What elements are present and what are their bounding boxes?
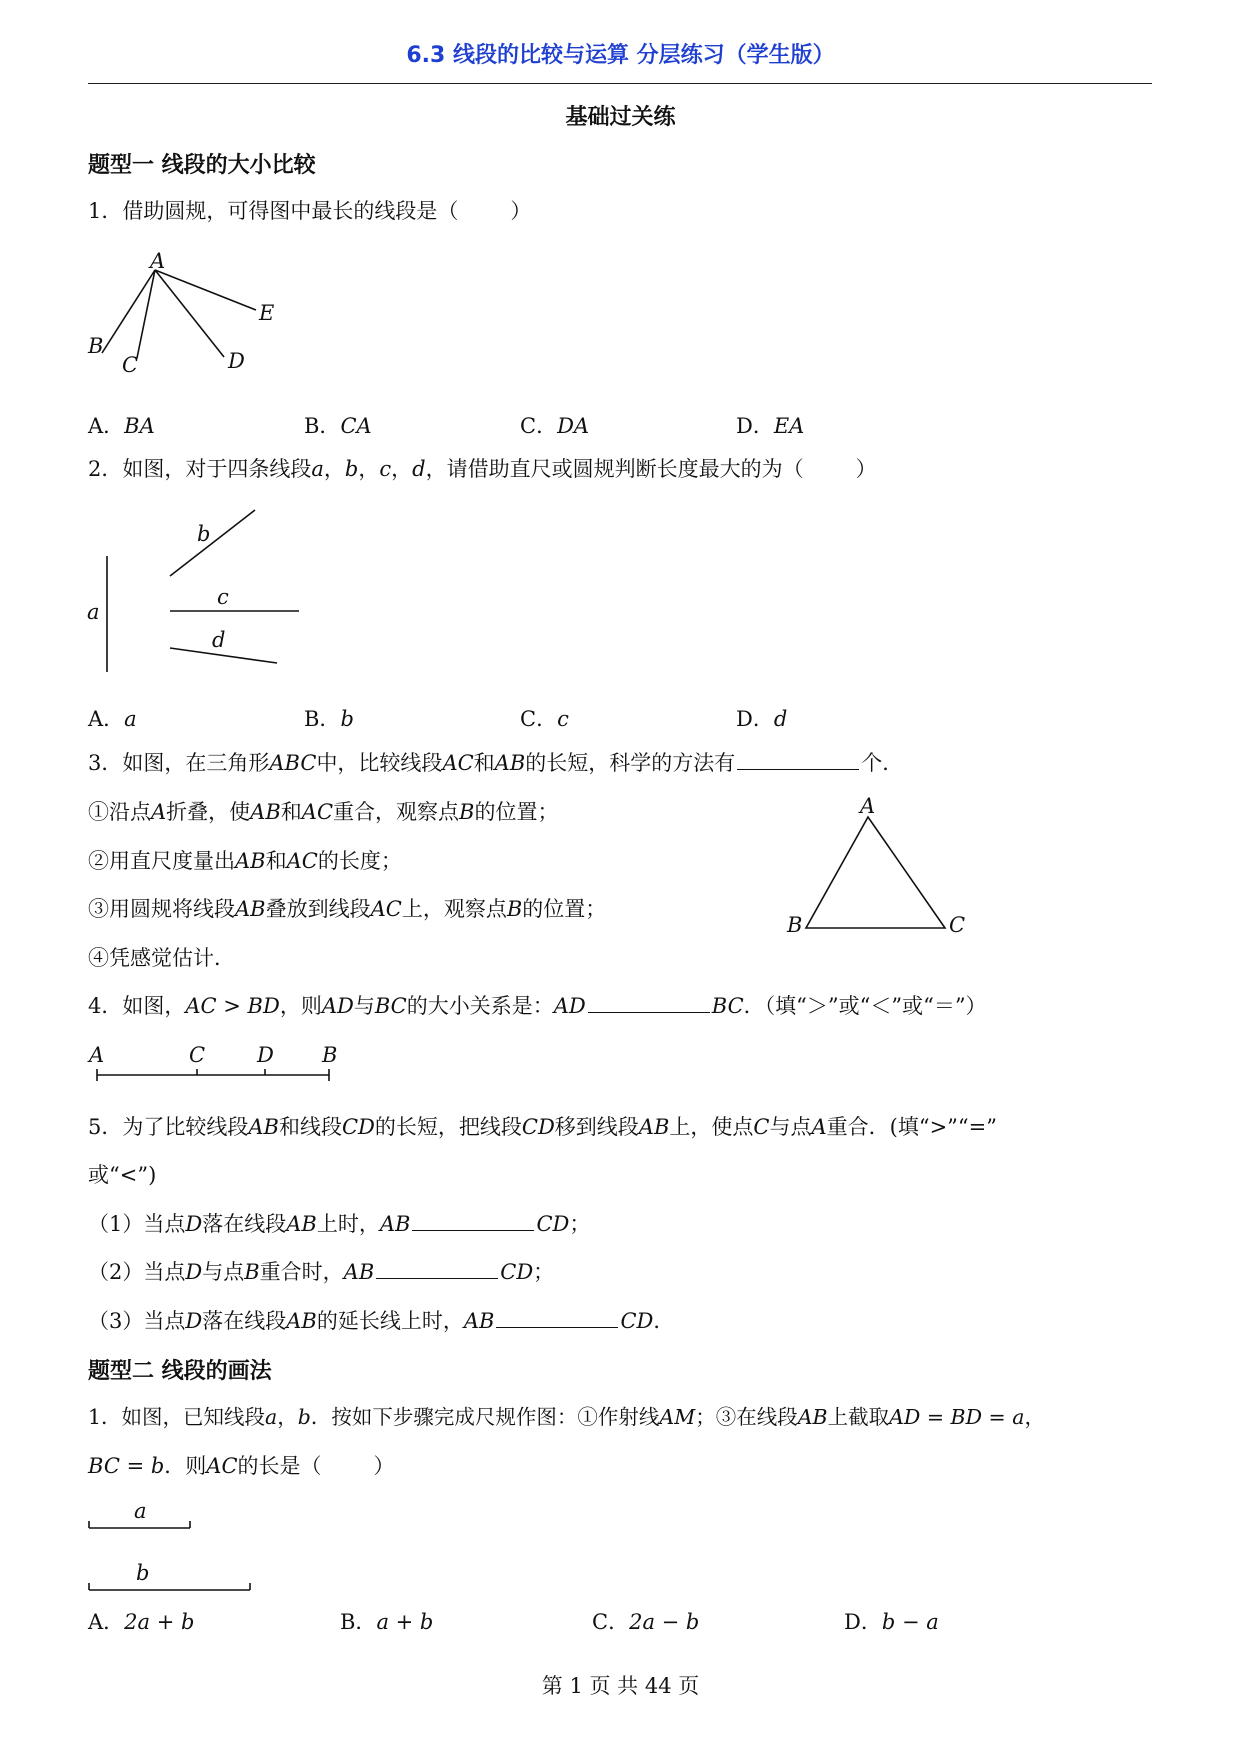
q2-stem: 2．如图，对于四条线段a，b，c，d，请借助直尺或圆规判断长度最大的为（ ）	[88, 457, 877, 481]
q4-label-c: C	[189, 1043, 206, 1067]
q5-part-3: （3）当点D落在线段AB的延长线上时，AB CD．	[88, 1309, 675, 1333]
q3-stem: 3．如图，在三角形ABC中，比较线段AC和AB的长短，科学的方法有 个．	[88, 751, 904, 775]
q1-label-e: E	[259, 301, 275, 325]
q3-method-2: ②用直尺度量出AB和AC的长度；	[88, 849, 402, 873]
q2-option-d[interactable]: D．d	[736, 707, 788, 731]
document-header: 6.3 线段的比较与运算 分层练习（学生版）	[406, 43, 835, 68]
q1-label-d: D	[228, 349, 245, 373]
q3-method-1: ①沿点A折叠，使AB和AC重合，观察点B的位置；	[88, 800, 559, 824]
q1-option-a[interactable]: A．BA	[88, 414, 155, 438]
q1-option-c[interactable]: C．DA	[520, 414, 590, 438]
q2-label-a: a	[87, 600, 100, 624]
q1-option-d[interactable]: D．EA	[736, 414, 805, 438]
q1-label-b: B	[88, 334, 104, 358]
q5-part-1: （1）当点D落在线段AB上时，AB CD；	[88, 1212, 591, 1236]
segment-b-label: b	[136, 1561, 150, 1585]
q4-stem: 4．如图，AC > BD，则AD与BC的大小关系是：AD BC．（填“＞”或“＜”或“＝”）	[88, 994, 987, 1018]
type2-q1-option-c[interactable]: C．2a − b	[592, 1610, 700, 1634]
q3-label-b: B	[787, 913, 803, 937]
page-footer: 第 1 页 共 44 页	[541, 1674, 700, 1698]
section-title: 基础过关练	[565, 105, 676, 130]
q4-label-a: A	[89, 1043, 105, 1067]
type2-title: 题型二 线段的画法	[88, 1359, 272, 1384]
type2-q1-option-d[interactable]: D．b − a	[844, 1610, 939, 1634]
q2-option-b[interactable]: B．b	[304, 707, 354, 731]
q2-label-c: c	[217, 585, 229, 609]
q5-stem: 5．为了比较线段AB和线段CD的长短，把线段CD移到线段AB上，使点C与点A重合．(填“>”“=”	[88, 1115, 997, 1139]
q3-method-4: ④凭感觉估计．	[88, 946, 235, 970]
type2-q1-option-a[interactable]: A．2a + b	[88, 1610, 195, 1634]
q2-option-a[interactable]: A．a	[88, 707, 137, 731]
q1-stem: 1．借助圆规，可得图中最长的线段是（ ）	[88, 199, 532, 223]
q2-label-d: d	[212, 628, 226, 652]
q2-label-b: b	[197, 522, 211, 546]
type1-title: 题型一 线段的大小比较	[88, 153, 316, 178]
type2-q1-option-b[interactable]: B．a + b	[340, 1610, 434, 1634]
q3-label-a: A	[860, 794, 876, 818]
q3-method-3: ③用圆规将线段AB叠放到线段AC上，观察点B的位置；	[88, 897, 607, 921]
q4-label-d: D	[257, 1043, 274, 1067]
q4-label-b: B	[322, 1043, 338, 1067]
q5-stem-continued: 或“<”)	[88, 1163, 157, 1187]
q3-label-c: C	[949, 913, 966, 937]
q1-label-c: C	[122, 353, 139, 377]
segment-a-label: a	[134, 1499, 147, 1523]
q2-option-c[interactable]: C．c	[520, 707, 569, 731]
q1-label-a: A	[150, 249, 166, 273]
q5-part-2: （2）当点D与点B重合时，AB CD；	[88, 1260, 555, 1284]
type2-q1-stem: 1．如图，已知线段a，b．按如下步骤完成尺规作图：①作射线AM；③在线段AB上截取AD = BD = a，	[88, 1405, 1045, 1429]
q1-option-b[interactable]: B．CA	[304, 414, 372, 438]
type2-q1-stem-continued: BC = b．则AC的长是（ ）	[88, 1454, 395, 1478]
